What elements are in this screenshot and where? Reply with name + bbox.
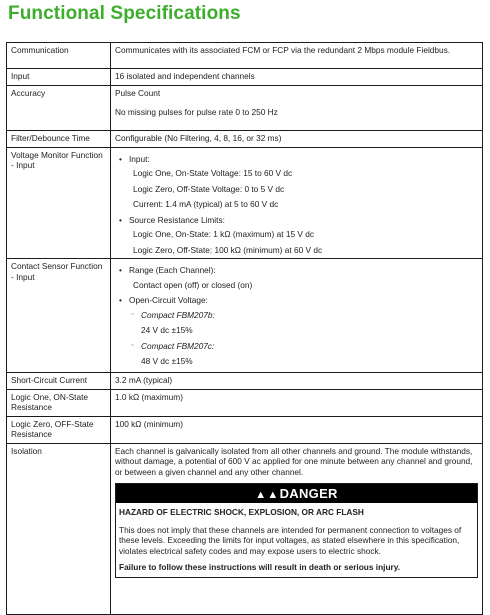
- row-label-contact-sensor: Contact Sensor Function - Input: [7, 259, 111, 373]
- table-row: [7, 130, 483, 147]
- page-title: Functional Specifications: [8, 3, 241, 24]
- list-item: 24 V dc ±15%: [141, 325, 193, 335]
- bullet-icon: •: [119, 214, 122, 225]
- list-item: [115, 215, 478, 226]
- row-value-logic-one: 1.0 kΩ (maximum): [111, 389, 483, 416]
- bullet-icon: •: [119, 295, 122, 305]
- list-item: [115, 295, 478, 306]
- row-label-filter: Filter/Debounce Time: [7, 130, 111, 147]
- row-label-accuracy: Accuracy: [7, 85, 111, 130]
- danger-header: [116, 484, 477, 503]
- list-item: [115, 154, 478, 165]
- warning-triangle-icon: ▲: [267, 489, 279, 501]
- row-label-short-circuit: Short-Circuit Current: [7, 373, 111, 390]
- sub-bullet-icon: ▫: [131, 341, 134, 349]
- row-value-voltage-monitor: [111, 147, 483, 259]
- table-row: [7, 416, 483, 443]
- danger-text: This does not imply that these channels are intended for permanent connection to voltages of these levels. Exceeding the limits for input voltages, as stated elsewhere in this specification, violates electrical safety codes and may expose users to electric shock.: [119, 524, 462, 556]
- row-label-input: Input: [7, 69, 111, 86]
- list-item: Logic One, On-State Voltage: 15 to 60 V dc: [133, 168, 293, 178]
- bullet-icon: •: [119, 265, 122, 275]
- table-row: [7, 443, 483, 614]
- row-label-logic-zero: Logic Zero, OFF-State Resistance: [7, 416, 111, 443]
- list-item: Logic Zero, Off-State Voltage: 0 to 5 V dc: [133, 183, 285, 194]
- row-value-communication: Communicates with its associated FCM or FCP via the redundant 2 Mbps module Fieldbus.: [111, 43, 483, 69]
- list-item: Logic Zero, Off-State: 100 kΩ (minimum) at 60 V dc: [133, 244, 323, 255]
- table-row: [7, 69, 483, 86]
- danger-hazard: HAZARD OF ELECTRIC SHOCK, EXPLOSION, OR ARC FLASH: [119, 507, 364, 517]
- row-label-logic-one: Logic One, ON-State Resistance: [7, 389, 111, 416]
- list-item: 48 V dc ±15%: [141, 356, 193, 366]
- sub-bullet-text: Compact FBM207b:: [141, 309, 215, 320]
- table-row: [7, 85, 483, 130]
- row-label-voltage-monitor: Voltage Monitor Function - Input: [7, 147, 111, 259]
- table-row: [7, 259, 483, 373]
- danger-title: DANGER: [279, 486, 338, 501]
- sub-bullet-text: Compact FBM207c:: [141, 340, 215, 351]
- bullet-text: Range (Each Channel):: [129, 265, 216, 275]
- row-value-input: 16 isolated and independent channels: [111, 69, 483, 86]
- list-item: Logic One, On-State: 1 kΩ (maximum) at 15 V dc: [133, 229, 314, 239]
- spec-table: [6, 42, 483, 615]
- sub-bullet-icon: ▫: [131, 310, 134, 318]
- row-value-accuracy: [111, 85, 483, 130]
- danger-fail-text: Failure to follow these instructions will result in death or serious injury.: [119, 562, 401, 572]
- row-label-isolation: Isolation: [7, 443, 111, 614]
- list-item: Contact open (off) or closed (on): [133, 279, 253, 290]
- row-value-contact-sensor: [111, 259, 483, 373]
- danger-box: [115, 483, 478, 578]
- table-row: [7, 389, 483, 416]
- row-value-filter: Configurable (No Filtering, 4, 8, 16, or 32 ms): [111, 130, 483, 147]
- isolation-text: Each channel is galvanically isolated from all other channels and ground. The module withstands, without damage, a potential of 600 V ac applied for one minute between any channel and ground, or between a given channel and any other channel.: [115, 445, 473, 477]
- list-item: [115, 265, 478, 276]
- list-item: [115, 310, 478, 321]
- bullet-text: Open-Circuit Voltage:: [129, 295, 208, 305]
- table-row: [7, 373, 483, 390]
- accuracy-line-1: Pulse Count: [115, 87, 161, 98]
- bullet-text: Source Resistance Limits:: [129, 214, 225, 225]
- table-row: [7, 43, 483, 69]
- table-row: [7, 147, 483, 259]
- bullet-icon: •: [119, 153, 122, 164]
- bullet-text: Input:: [129, 153, 150, 164]
- list-item: [115, 341, 478, 352]
- row-value-logic-zero: 100 kΩ (minimum): [111, 416, 483, 443]
- row-label-communication: Communication: [7, 43, 111, 69]
- danger-body: [116, 503, 477, 577]
- warning-triangle-icon: ▲: [255, 489, 267, 501]
- list-item: Current: 1.4 mA (typical) at 5 to 60 V dc: [133, 199, 279, 209]
- accuracy-line-2: No missing pulses for pulse rate 0 to 250 Hz: [115, 107, 278, 117]
- row-value-short-circuit: 3.2 mA (typical): [111, 373, 483, 390]
- row-value-isolation: [111, 443, 483, 614]
